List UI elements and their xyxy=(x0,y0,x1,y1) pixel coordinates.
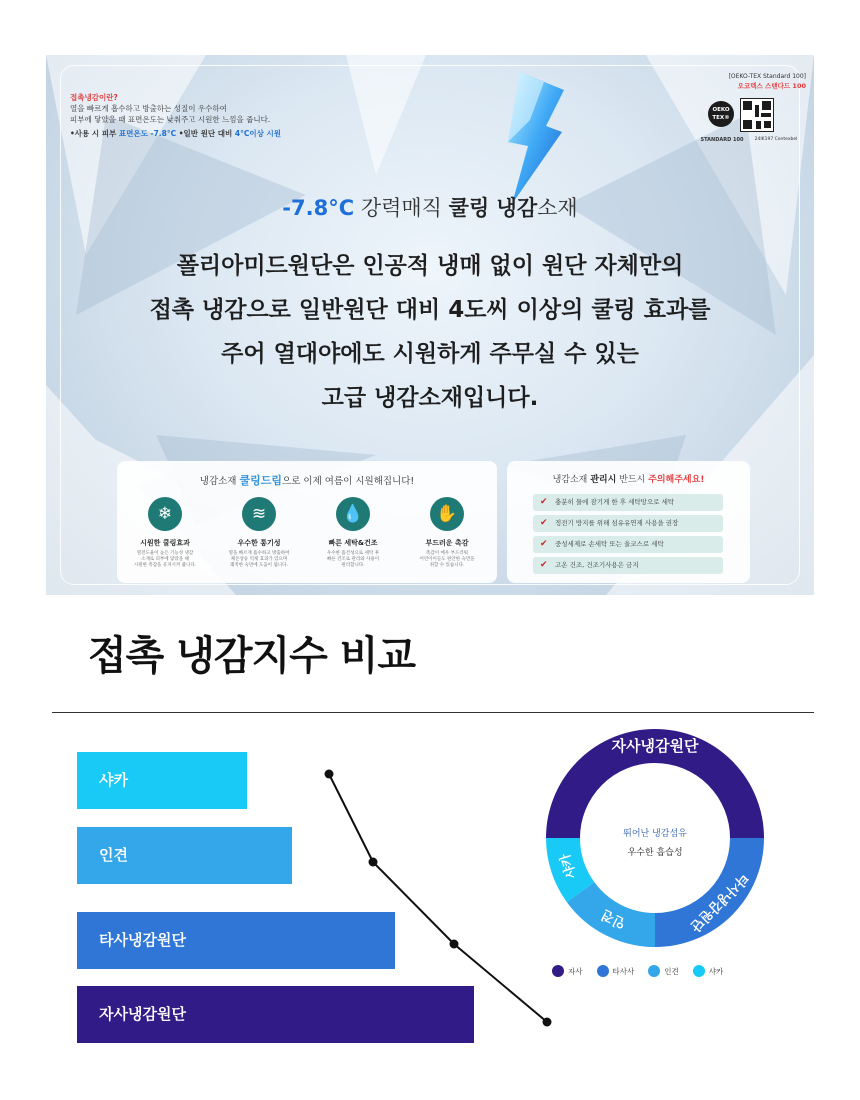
legend-swatch xyxy=(552,965,564,977)
feature-desc: 우수한 흡건성으로 세탁 후 빠른 건조로 관리와 사용이 편리합니다. xyxy=(326,551,380,568)
bar-2: 타사냉감원단 xyxy=(77,912,395,969)
legend-label: 자사 xyxy=(568,966,583,976)
intro-line: 열을 빠르게 흡수하고 방출하는 성질이 우수하여 xyxy=(70,104,227,113)
donut-label-2: 인견 xyxy=(599,906,629,932)
title-mid: 반드시 xyxy=(619,475,646,485)
body-line: 고급 냉감소재입니다. xyxy=(321,385,539,411)
feature-name: 시원한 쿨링효과 xyxy=(140,539,190,547)
oeko-standard: [OEKO-TEX Standard 100] xyxy=(728,73,806,80)
snowflake-icon: ❄ xyxy=(148,497,182,531)
note-prefix: •사용 시 피부 xyxy=(70,129,117,138)
oeko-korean: 오코텍스 스탠다드 100 xyxy=(737,82,806,90)
bar-1: 인견 xyxy=(77,827,292,884)
feature-name: 우수한 통기성 xyxy=(237,539,281,547)
donut-label-3: 샤카 xyxy=(557,851,580,881)
oeko-tex-certification xyxy=(696,73,806,143)
title-pre: 냉감소재 xyxy=(199,476,237,487)
check-icon: ✔ xyxy=(540,518,548,528)
body-line: 주어 열대야에도 시원하게 주무실 수 있는 xyxy=(221,341,639,367)
legend-item xyxy=(693,965,724,977)
care-text: 고온 건조, 건조기사용은 금지 xyxy=(555,561,639,569)
trend-point-0 xyxy=(325,770,334,779)
trend-point-2 xyxy=(450,940,459,949)
note-highlight: 표면온도 -7.8°C xyxy=(118,129,177,138)
headline-mid: 강력매직 xyxy=(360,196,442,220)
features-panel xyxy=(117,461,497,583)
headline-end: 소재 xyxy=(537,196,578,220)
legend-label: 샤카 xyxy=(708,966,724,976)
divider xyxy=(52,712,814,713)
body-line: 폴리아미드원단은 인공적 냉매 없이 원단 자체만의 xyxy=(176,253,684,279)
donut-chart xyxy=(530,728,780,958)
bar-3: 자사냉감원단 xyxy=(77,986,474,1043)
care-text: 중성세제로 손세탁 또는 울코스로 세탁 xyxy=(555,540,664,548)
banner-body-text xyxy=(60,244,800,420)
trend-line xyxy=(300,750,560,1030)
title-warning: 주의해주세요! xyxy=(648,475,705,485)
feature-item xyxy=(213,497,305,569)
headline-temperature: -7.8°C xyxy=(282,196,355,220)
note-highlight: 4°C이상 시원 xyxy=(234,129,281,138)
headline-bold: 쿨링 냉감 xyxy=(448,196,538,220)
intro-note xyxy=(70,128,281,139)
title-post: 으로 이제 여름이 시원해집니다! xyxy=(282,476,415,487)
legend-label: 타사사 xyxy=(612,966,635,976)
logo-text: TEX® xyxy=(712,115,730,121)
donut-segment-0 xyxy=(563,746,747,838)
section-title: 접촉 냉감지수 비교 xyxy=(88,633,415,679)
intro-line: 피부에 닿았을 때 표면온도는 낮춰주고 시원한 느낌을 줍니다. xyxy=(70,115,271,124)
donut-center-subtitle: 우수한 흡습성 xyxy=(627,848,683,858)
care-item xyxy=(533,557,723,574)
legend-swatch xyxy=(648,965,660,977)
check-icon: ✔ xyxy=(540,497,548,507)
trend-point-1 xyxy=(369,858,378,867)
banner-headline xyxy=(0,192,860,222)
care-title xyxy=(507,472,750,485)
water-drop-icon: 💧 xyxy=(336,497,370,531)
logo-text: OEKO xyxy=(712,107,730,113)
chart-legend xyxy=(552,965,723,977)
legend-item xyxy=(648,965,679,977)
airflow-icon: ≋ xyxy=(242,497,276,531)
ice-crystal-icon xyxy=(490,72,570,207)
hand-feather-icon: ✋ xyxy=(430,497,464,531)
care-item xyxy=(533,536,723,553)
legend-label: 인견 xyxy=(664,966,679,976)
feature-desc: 열전도율이 높은 기능성 냉감 소재로 피부에 닿았을 때 시원한 촉감을 유지시켜 줍니다. xyxy=(133,551,197,568)
legend-swatch xyxy=(693,965,705,977)
donut-label-0: 자사냉감원단 xyxy=(611,737,699,755)
donut-center-title: 뛰어난 냉감섬유 xyxy=(623,829,687,839)
oeko-sub-left: STANDARD 100 xyxy=(700,137,744,143)
feature-desc: 열을 빠르게 흡수하고 방출하여 체온상승 억제 효과가 있으며 쾌적한 숙면에 도움이 됩니다. xyxy=(228,551,290,568)
care-item xyxy=(533,494,723,511)
feature-name: 부드러운 촉감 xyxy=(425,539,469,547)
brand-name: 쿨링드림 xyxy=(239,474,283,487)
cooling-intro xyxy=(70,92,281,139)
feature-item xyxy=(307,497,399,569)
check-icon: ✔ xyxy=(540,539,548,549)
title-pre: 냉감소재 xyxy=(552,475,588,485)
title-bold: 관리시 xyxy=(590,475,617,485)
note-mid: •일반 원단 대비 xyxy=(178,129,233,138)
body-line: 접촉 냉감으로 일반원단 대비 4도씨 이상의 쿨링 효과를 xyxy=(149,297,711,323)
check-icon: ✔ xyxy=(540,560,548,570)
trend-point-3 xyxy=(543,1018,552,1027)
oeko-sub-right: 24IK197 Centexbel xyxy=(754,137,798,142)
feature-item xyxy=(401,497,493,569)
care-panel xyxy=(507,461,750,583)
feature-desc: 촉감이 매우 부드러워 어린이이들도 편안한 숙면을 취할 수 있습니다. xyxy=(419,551,475,568)
feature-name: 빠른 세탁&건조 xyxy=(328,539,378,547)
legend-item xyxy=(552,965,583,977)
care-text: 충분히 물에 잠기게 한 후 세탁망으로 세탁 xyxy=(555,498,675,506)
legend-item xyxy=(597,965,635,977)
donut-label-1: 타사냉감원단 xyxy=(687,870,751,934)
intro-question: 접촉냉감이란? xyxy=(70,93,118,102)
care-item xyxy=(533,515,723,532)
qr-code-icon xyxy=(740,98,774,132)
trend-polyline xyxy=(329,774,547,1022)
oeko-tex-logo xyxy=(708,101,734,127)
care-text: 정전기 방지를 위해 섬유유연제 사용을 권장 xyxy=(555,519,679,527)
legend-swatch xyxy=(597,965,609,977)
feature-item xyxy=(119,497,211,569)
bar-0: 샤카 xyxy=(77,752,247,809)
features-title xyxy=(117,472,497,488)
